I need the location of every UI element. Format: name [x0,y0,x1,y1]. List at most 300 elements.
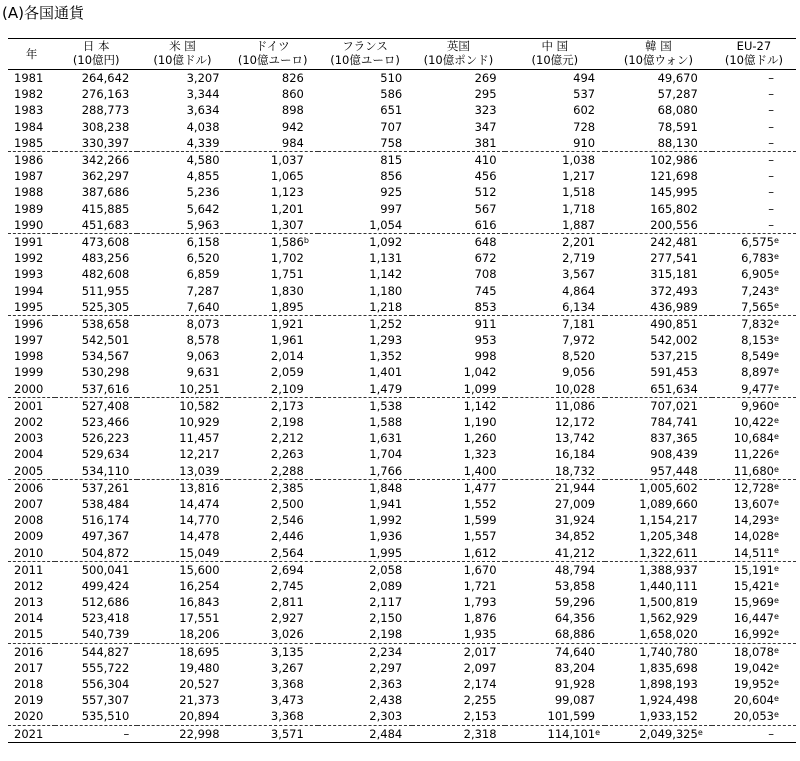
value-text: 2,484 [369,726,403,741]
value-text: 4,038 [186,119,220,134]
year-cell: 2010 [8,544,55,561]
value-text: 15,969 [733,595,774,610]
year-cell: 1997 [14,333,44,348]
value-text: 1,766 [369,463,403,478]
table-row [8,561,796,578]
value-cell [137,692,227,708]
value-text: – [768,103,774,118]
value-cell [228,119,318,135]
value-cell [505,594,606,610]
value-text: 15,600 [179,562,220,577]
value-cell [228,151,318,168]
value-cell [605,676,712,692]
value-text: 19,042 [733,660,774,675]
value-text: 10,582 [179,398,220,413]
value-cell [55,364,137,380]
value-cell [505,250,606,266]
note-mark: e [774,350,779,360]
note-mark: e [774,530,779,540]
table-row [8,332,796,348]
year-cell: 2009 [14,529,44,544]
value-cell [318,217,412,234]
value-text: 591,453 [650,365,698,380]
value-cell [712,594,796,610]
value-text: 648 [474,234,497,249]
value-text: 1,142 [369,267,403,282]
note-mark: e [697,727,703,737]
value-cell [137,512,227,528]
value-cell [137,610,227,626]
value-text: – [768,185,774,200]
value-cell [605,561,712,578]
table-row [8,381,796,398]
year-cell: 2014 [14,611,44,626]
value-text: 526,223 [81,431,130,446]
value-text: 277,541 [650,251,698,266]
value-text: 1,751 [270,267,304,282]
value-text: 9,960 [741,398,774,413]
year-cell: 2012 [14,578,44,593]
value-cell [605,544,712,561]
value-cell [712,512,796,528]
value-cell [318,151,412,168]
value-cell [412,397,504,414]
value-text: 6,859 [186,267,220,282]
value-cell [605,201,712,217]
value-cell [228,233,318,250]
value-text: 2,303 [369,709,403,724]
value-text: 165,802 [650,201,698,216]
note-mark: e [774,284,779,294]
value-cell [137,299,227,316]
value-text: – [768,87,774,102]
value-text: 264,642 [81,71,130,86]
value-text: 2,297 [369,660,403,675]
value-cell [412,463,504,480]
value-text: 4,339 [186,135,220,150]
value-cell [712,348,796,364]
value-cell [712,151,796,168]
unit-germany: (10億ユーロ) [228,53,318,70]
year-cell: 1986 [14,153,44,168]
value-cell [605,430,712,446]
value-cell [55,184,137,200]
value-cell [505,397,606,414]
value-cell [505,184,606,200]
value-cell [505,708,606,725]
value-text: 707,021 [650,398,698,413]
value-text: 672 [474,251,497,266]
value-text: 998 [474,349,497,364]
value-text: 1,401 [369,365,403,380]
value-cell [137,496,227,512]
value-text: 7,243 [741,283,774,298]
value-cell [137,119,227,135]
value-text: 5,642 [186,201,220,216]
value-text: 12,172 [554,415,596,430]
value-cell [228,299,318,316]
value-text: 13,816 [179,480,220,495]
value-text: 13,742 [554,431,596,446]
value-cell [412,479,504,496]
value-text: 9,056 [562,365,596,380]
value-text: 6,905 [741,267,774,282]
value-cell [605,512,712,528]
value-text: 542,501 [81,333,130,348]
value-cell [228,725,318,742]
value-cell [228,86,318,102]
note-mark: e [774,497,779,507]
value-cell [318,643,412,660]
value-text: 1,992 [369,513,403,528]
value-text: 2,173 [270,398,304,413]
value-text: 20,527 [179,677,220,692]
value-cell [505,414,606,430]
value-text: 2,745 [270,578,304,593]
value-cell [505,528,606,544]
value-text: 542,002 [650,333,698,348]
value-cell [228,578,318,594]
value-text: 1,042 [463,365,497,380]
value-cell [137,201,227,217]
table-row [8,414,796,430]
value-text: 308,238 [81,119,130,134]
value-text: 3,207 [186,71,220,86]
value-cell [137,282,227,298]
value-cell [505,282,606,298]
value-cell [412,217,504,234]
value-text: 1,500,819 [639,595,698,610]
table-row [8,217,796,234]
value-cell [228,594,318,610]
value-cell [137,676,227,692]
value-cell [505,725,606,742]
value-text: 415,885 [81,201,130,216]
value-text: 3,571 [270,726,304,741]
value-cell [228,463,318,480]
value-cell [318,479,412,496]
value-text: 1,518 [562,185,596,200]
value-cell [505,692,606,708]
value-text: 3,567 [562,267,596,282]
value-text: 1,479 [369,381,403,396]
value-cell [55,348,137,364]
value-text: 57,287 [657,87,698,102]
value-cell [412,135,504,152]
value-text: 1,995 [369,545,403,560]
value-text: 1,935 [463,627,497,642]
value-text: 22,998 [179,726,220,741]
value-text: 11,086 [554,398,596,413]
value-cell [318,708,412,725]
value-cell [137,348,227,364]
table-row [8,692,796,708]
value-text: 1,388,937 [639,562,698,577]
value-cell [228,282,318,298]
value-cell [137,184,227,200]
value-text: 856 [380,169,403,184]
value-text: 1,670 [463,562,497,577]
value-cell [137,414,227,430]
value-text: 17,551 [179,611,220,626]
table-row [8,86,796,102]
note-mark: e [774,661,779,671]
value-cell [505,168,606,184]
table-row [8,250,796,266]
value-cell [55,676,137,692]
value-cell [228,496,318,512]
value-text: 1,658,020 [639,627,698,642]
value-text: 114,101 [547,726,596,741]
value-cell [605,315,712,332]
value-text: 11,226 [733,447,774,462]
value-cell [55,201,137,217]
value-cell [318,528,412,544]
value-cell [412,610,504,626]
value-text: 4,864 [562,283,596,298]
year-cell: 1990 [8,217,55,234]
value-cell [712,660,796,676]
value-text: 6,158 [186,234,220,249]
value-text: 942 [281,119,304,134]
value-text: 708 [474,267,497,282]
value-text: 9,063 [186,349,220,364]
value-cell [228,643,318,660]
gdp-table [8,38,796,743]
value-text: 1,538 [369,398,403,413]
value-text: 16,992 [733,627,774,642]
value-cell [412,315,504,332]
value-cell [318,135,412,152]
value-text: 1,588 [369,415,403,430]
value-cell [137,266,227,282]
value-cell [137,315,227,332]
value-text: 19,480 [179,660,220,675]
value-text: 1,721 [463,578,497,593]
year-cell: 1996 [14,316,44,331]
value-cell [712,135,796,152]
value-text: 530,298 [81,365,130,380]
value-cell [318,692,412,708]
value-cell [605,168,712,184]
value-text: 12,217 [179,447,220,462]
value-cell [318,282,412,298]
year-cell: 2003 [14,431,44,446]
value-text: 534,110 [81,463,130,478]
value-cell [505,512,606,528]
note-mark: e [774,366,779,376]
note-mark: e [774,481,779,491]
value-text: 1,131 [369,251,403,266]
value-cell [712,676,796,692]
value-cell [412,364,504,380]
unit-eu27: (10億ドル) [712,53,796,70]
note-mark: e [774,612,779,622]
note-mark: e [774,317,779,327]
value-text: 102,986 [650,153,698,168]
value-cell [712,184,796,200]
value-cell [228,381,318,398]
value-cell [605,348,712,364]
value-cell [318,119,412,135]
value-text: 2,201 [562,234,596,249]
value-cell [712,364,796,380]
value-text: 544,827 [81,644,130,659]
value-text: 15,049 [179,545,220,560]
value-cell [318,725,412,742]
value-cell [605,643,712,660]
value-text: 1,218 [369,299,403,314]
value-text: 2,059 [270,365,304,380]
value-cell [318,430,412,446]
value-cell [505,626,606,643]
value-text: 6,134 [562,299,596,314]
value-text: 1,180 [369,283,403,298]
value-cell [505,676,606,692]
value-text: 1,260 [463,431,497,446]
value-text: 586 [380,87,403,102]
value-text: 18,695 [179,644,220,659]
value-text: 1,307 [270,217,304,232]
value-cell [605,135,712,152]
value-text: 473,608 [81,234,130,249]
value-text: 1,740,780 [639,644,698,659]
value-text: 537,261 [81,480,130,495]
value-text: 74,640 [554,644,596,659]
value-text: 242,481 [650,234,698,249]
value-text: 8,153 [741,333,774,348]
value-cell [228,250,318,266]
value-text: 20,053 [733,709,774,724]
value-text: 7,972 [562,333,596,348]
value-cell [505,119,606,135]
value-text: 14,511 [733,545,774,560]
value-cell [55,528,137,544]
value-cell [712,479,796,496]
value-cell [712,315,796,332]
value-cell [505,299,606,316]
value-text: 997 [380,201,403,216]
value-text: 2,109 [270,381,304,396]
value-text: 1,552 [463,496,497,511]
value-cell [412,282,504,298]
table-row [8,626,796,643]
value-text: 853 [474,299,497,314]
value-text: 556,304 [81,677,130,692]
value-cell [137,168,227,184]
value-cell [412,70,504,87]
value-cell [605,610,712,626]
value-text: 1,887 [562,217,596,232]
value-text: 7,287 [186,283,220,298]
value-text: 2,014 [270,349,304,364]
value-cell [55,643,137,660]
value-cell [228,430,318,446]
value-text: 499,424 [81,578,130,593]
year-cell: 2016 [14,644,44,659]
value-cell [712,496,796,512]
value-cell [318,512,412,528]
value-cell [605,299,712,316]
value-text: 1,037 [270,153,304,168]
value-cell [712,201,796,217]
value-cell [55,725,137,742]
year-cell: 1988 [14,185,44,200]
note-mark: e [774,252,779,262]
value-text: 8,073 [186,316,220,331]
value-text: 512 [474,185,497,200]
year-cell: 1982 [14,87,44,102]
note-mark: e [774,596,779,605]
value-text: 7,181 [562,316,596,331]
value-text: 504,872 [81,545,130,560]
value-text: 14,770 [179,513,220,528]
value-cell [228,70,318,87]
value-cell [318,315,412,332]
value-text: 48,794 [554,562,596,577]
value-cell [712,708,796,725]
table-row [8,102,796,118]
value-cell [505,86,606,102]
value-cell [712,446,796,462]
value-text: 2,150 [369,611,403,626]
value-text: 16,843 [179,595,220,610]
note-mark: e [774,677,779,687]
value-text: 88,130 [657,135,698,150]
value-text: 2,255 [463,693,497,708]
header-eu27: EU-27 [736,39,772,53]
value-text: 1,065 [270,169,304,184]
value-cell [412,86,504,102]
value-text: 497,367 [81,529,130,544]
value-text: 837,365 [650,431,698,446]
year-cell: 2001 [14,398,44,413]
value-cell [228,692,318,708]
value-text: 1,123 [270,185,304,200]
value-text: 295 [474,87,497,102]
value-cell [712,544,796,561]
note-mark: e [774,710,779,720]
value-cell [318,348,412,364]
note-mark: e [774,382,779,392]
value-text: 1,718 [562,201,596,216]
value-cell [412,446,504,462]
value-text: 1,099 [463,381,497,396]
value-cell [137,479,227,496]
value-cell [412,414,504,430]
value-text: 315,181 [650,267,698,282]
header-uk: 英国 [446,39,470,53]
value-cell [505,151,606,168]
value-text: 537,616 [81,381,130,396]
value-text: 555,722 [81,660,130,675]
value-text: 494 [573,71,596,86]
value-text: 540,739 [81,627,130,642]
value-text: 3,368 [270,709,304,724]
value-text: 456 [474,169,497,184]
value-cell [412,626,504,643]
year-cell: 2006 [14,480,44,495]
year-cell: 1989 [14,201,44,216]
table-row [8,151,796,168]
value-text: 2,811 [270,595,304,610]
value-cell [712,233,796,250]
value-cell [318,610,412,626]
value-cell [505,381,606,398]
value-text: 2,097 [463,660,497,675]
value-cell [318,544,412,561]
value-text: 4,580 [186,153,220,168]
